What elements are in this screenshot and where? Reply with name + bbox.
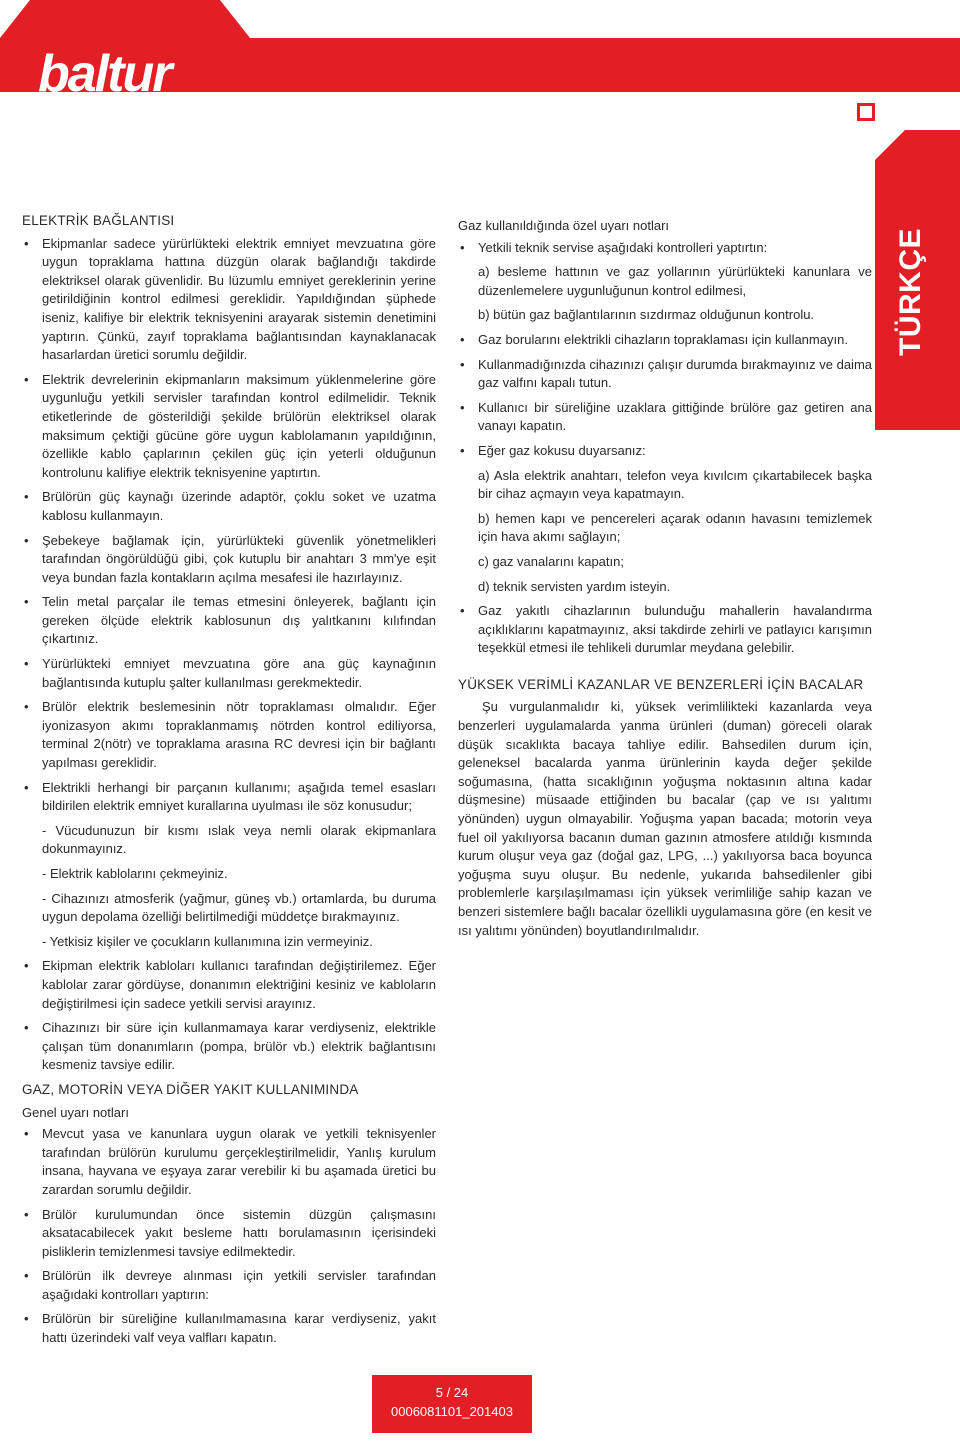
list-item: • Elektrik devrelerinin ekipmanların maksimum yüklenmelerine göre uygunluğu yetkili servisler tarafından kontrol edilmelidir. Teknik etiketlerinde de gösterildiği şekilde brülörün elektriksel olarak maksimum çektiği gücüne göre uygun kablolamanın yapıldığının, özellikle kablo çaplarının çekilen güç için yeterli olduğunun kontrolunu kalifiye elektrik teknisyenine yaptırtın. (22, 371, 436, 483)
list-item: • Ekipmanlar sadece yürürlükteki elektrik emniyet mevzuatına göre uygun topraklama hattına düzgün olarak bağlandığı takdirde elektriksel olarak güvenlidir. Bu lüzumlu emniyet gereklerinin yerine getirildiğinin kontrol edilmesi gereklidir. Yapıldığından şüphede iseniz, kalifiye bir elektrik teknisyenini arayarak sistemin denetimini yaptırın. Çünkü, zayıf topraklama bağlantısından kaynaklanacak hasarlardan üretici sorumlu değildir. (22, 235, 436, 365)
gas-smell-subitem: a) Asla elektrik anahtarı, telefon veya kıvılcım çıkartabilecek başka bir cihaz açmayın veya kapatmayın. (478, 467, 872, 502)
list-item: • Brülör kurulumundan önce sistemin düzgün çalışmasını aksatacabilecek yakıt besleme hattı borulamasının içerisindeki pisliklerin temizlenmesi tavsiye edilmektedir. (22, 1206, 436, 1262)
gas-list-mid (458, 331, 872, 461)
list-item: • Cihazınızı bir süre için kullanmamaya karar verdiyseniz, elektrikle çalışan tüm donanımların (pompa, brülör vb.) elektrik bağlantısını kesmeniz tavsiye edilir. (22, 1019, 436, 1075)
dash-item: - Cihazınızı atmosferik (yağmur, güneş vb.) ortamlarda, bu duruma uygun depolama özelliği belirtilmediği müddetçe bırakmayınız. (42, 890, 436, 925)
gas-subitem: a) besleme hattının ve gaz yollarının yürürlükteki kanunlara ve düzenlemelere uygunluğunun kontrol edilmesi, (478, 264, 872, 298)
fuel-section-subtitle: Genel uyarı notları (22, 1104, 129, 1120)
right-column (458, 217, 872, 940)
list-item: • Yürürlükteki emniyet mevzuatına göre ana güç kaynağının bağlantısında kutuplu şalter kullanılması gerekmektedir. (22, 655, 436, 692)
boiler-paragraph: Şu vurgulanmalıdır ki, yüksek verimlilikteki kazanlarda veya benzerleri uygulamalarda yanma ürünleri (duman) göreceli olarak düşük sıcaklıkta bacaya tahliye edilir. Bahsedilen durum için, geleneksel bacalarda yanma ürünlerinin kayda değer şekilde soğumasına, (hatta sıcaklığının yoğuşma noktasının altına kadar düşmesine) müsaade ettiğinden bu bacalar (çap ve ısı yalıtımı yönünden) uygun olmayabilir. Yoğuşma yapan bacada; motorin veya fuel oil yakılıyorsa bacanın duman gazının atmosfere atıldığı kısmında kurum oluşur veya gaz (doğal gaz, LPG, ...) yakılıyorsa baca boyunca yoğuşma suyu oluşur. Bu nedenle, yukarıda bahsedilenler gibi problemlerle karşılaşılmaması için yüksek verimliliğe sahip kazan ve benzeri sistemlere bağlı bacalar özellikli uygulamasına göre (en kesit ve ısı yalıtımı yönünden) boyutlandırılmalıdır. (458, 699, 872, 938)
list-item: • Eğer gaz kokusu duyarsanız: (458, 442, 872, 461)
list-item: • Yetkili teknik servise aşağıdaki kontrolleri yaptırtın: (458, 239, 872, 258)
gas-smell-subitem: d) teknik servisten yardım isteyin. (478, 578, 671, 594)
list-item: • Gaz yakıtlı cihazlarının bulunduğu mahallerin havalandırma açıklıklarını kapatmayınız, aksi takdirde zehirli ve patlayıcı karışımın teşekkül etmesi ile tehlikeli durumlar meydana gelebilir. (458, 602, 872, 658)
gas-list (458, 239, 872, 258)
brand-logo (18, 18, 226, 118)
electrical-list-continued (22, 957, 436, 1075)
electrical-section-title: ELEKTRİK BAĞLANTISI (22, 213, 175, 228)
fuel-section-title: GAZ, MOTORİN VEYA DİĞER YAKIT KULLANIMINDA (22, 1081, 359, 1097)
gas-smell-subitem: b) hemen kapı ve pencereleri açarak odanın havasını temizlemek için hava akımı sağlayın; (478, 510, 872, 545)
electrical-list (22, 235, 436, 816)
gas-list-end (458, 602, 872, 658)
list-item: • Ekipman elektrik kabloları kullanıcı tarafından değiştirilemez. Eğer kablolar zarar gördüyse, donanımın elektriğini kesiniz ve kabloların değiştirilmesi için sadece yetkili servisi arayınız. (22, 957, 436, 1013)
list-item: • Brülör elektrik beslemesinin nötr topraklaması olmalıdır. Eğer iyonizasyon akımı topraklanmamış nötrden kontrol ediliyorsa, terminal 2(nötr) ve topraklama arasına RC devresi için bir bağlantı yapılması gereklidir. (22, 698, 436, 772)
list-item: • Elektrikli herhangi bir parçanın kullanımı; aşağıda temel esasları bildirilen elektrik emniyet kurallarına uyulması ile söz konusudur; (22, 779, 436, 816)
left-column (22, 212, 436, 1354)
list-item: • Kullanmadığınızda cihazınızı çalışır durumda bırakmayınız ve daima gaz valfını kapalı tutun. (458, 356, 872, 393)
document-code: 0006081101_201403 (391, 1404, 513, 1419)
logo-wordmark: baltur (38, 45, 171, 103)
list-item: • Telin metal parçalar ile temas etmesini önleyerek, bağlantı için gereken ölçüde elektrik kablosunun dış yalıtkanını kılıfından çıkartınız. (22, 593, 436, 649)
dash-item: - Yetkisiz kişiler ve çocukların kullanımına izin vermeyiniz. (42, 933, 373, 949)
page-number: 5 / 24 (435, 1385, 469, 1400)
list-item: • Brülörün güç kaynağı üzerinde adaptör, çoklu soket ve uzatma kablosu kullanmayın. (22, 488, 436, 525)
square-marker-icon (857, 103, 875, 121)
list-item: • Brülörün ilk devreye alınması için yetkili servisler tarafından aşağıdaki kontrolları yaptırın: (22, 1267, 436, 1304)
language-label: TÜRKÇE (894, 228, 927, 356)
gas-section-title: Gaz kullanıldığında özel uyarı notları (458, 218, 670, 233)
dash-item: - Elektrik kablolarını çekmeyiniz. (42, 866, 228, 881)
list-item: • Şebekeye bağlamak için, yürürlükteki güvenlik yönetmelikleri tarafından öngörüldüğü gibi, çok kutuplu bir anahtarı 3 mm'ye eşit veya bundan fazla kontakların açılma mesafesi ile hazırlayınız. (22, 532, 436, 588)
list-item: • Gaz borularını elektrikli cihazların topraklaması için kullanmayın. (458, 331, 872, 350)
gas-smell-subitem: c) gaz vanalarını kapatın; (478, 553, 624, 569)
list-item: • Brülörün bir süreliğine kullanılmamasına karar verdiyseniz, yakıt hattı üzerindeki valf veya valfları kapatın. (22, 1310, 436, 1347)
fuel-list (22, 1125, 436, 1348)
dash-item: - Vücudunuzun bir kısmı ıslak veya nemli olarak ekipmanlara dokunmayınız. (42, 822, 436, 857)
gas-subitem: b) bütün gaz bağlantılarının sızdırmaz olduğunun kontrolu. (478, 307, 815, 323)
boiler-section-title: YÜKSEK VERİMLİ KAZANLAR VE BENZERLERİ İÇİN BACALAR (458, 676, 864, 692)
list-item: • Kullanıcı bir süreliğine uzaklara gittiğinde brülöre gaz getiren ana vanayı kapatın. (458, 399, 872, 436)
list-item: • Mevcut yasa ve kanunlara uygun olarak ve yetkili teknisyenler tarafından brülörün kurulumu gerçekleştirilmelidir, Yanlış kurulum insana, hayvana ve eşyaya zarar verebilir ki bu aşamada üretici bu zarardan sorumlu değildir. (22, 1125, 436, 1199)
